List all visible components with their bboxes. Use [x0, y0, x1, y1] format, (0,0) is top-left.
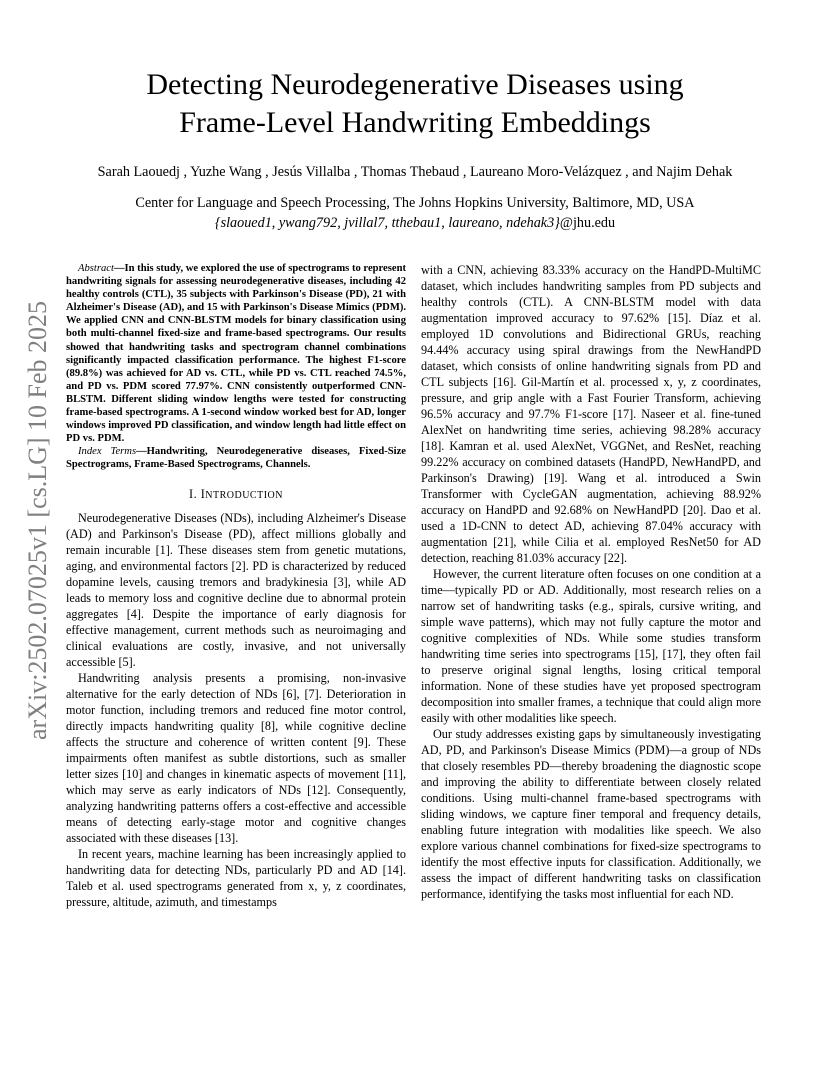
left-column	[66, 262, 406, 910]
intro-paragraph-5: Our study addresses existing gaps by simultaneously investigating AD, PD, and Parkinson's Disease Mimics (PDM)—a group of NDs that closely resembles PD—thereby broadening the diagnostic scope and improving the ability to differentiate between closely related conditions. Using multi-channel frame-based spectrograms with sliding windows, we capture finer temporal and frequency details, enabling future integration with modalities like speech. We also explore various channel combinations for fixed-size spectrograms to identify the most effective inputs for classification. Additionally, we assess the impact of different handwriting tasks on classification performance, identifying the tasks most influential for each ND.	[421, 727, 761, 901]
intro-paragraph-2: Handwriting analysis presents a promising, non-invasive alternative for the early detection of NDs [6], [7]. Deterioration in motor function, including tremors and reduced fine motor control, directly impacts handwriting quality [8], while cognitive decline affects the structure and coherence of written content [9]. These impairments often manifest as subtle distortions, such as smaller letter sizes [10] and changes in kinematic aspects of movement [11], which may serve as early indicators of NDs [12]. Consequently, analyzing handwriting patterns offers a cost-effective and accessible means of detecting early-stage motor and cognitive changes associated with these diseases [13].	[66, 670, 406, 845]
title-line-1: Detecting Neurodegenerative Diseases using	[146, 68, 684, 101]
email-line	[40, 213, 790, 233]
index-terms-label: Index Terms	[78, 446, 137, 458]
abstract-text: —In this study, we explored the use of spectrograms to represent handwriting signals for assessing neurodegenerative diseases, including 42 healthy controls (CTL), 35 subjects with Parkinson's Disease (PD), 21 with Alzheimer's Disease (AD), and 15 with Parkinson's Disease Mimics (PDM). We applied CNN and CNN-BLSTM models for binary classification using both multi-channel fixed-size and frame-based spectrograms. Our results showed that handwriting tasks and spectrogram channel combinations significantly impacted classification performance. The highest F1-score (89.8%) was achieved for AD vs. CTL, while PD vs. CTL reached 74.5%, and PD vs. PDM scored 77.97%. CNN consistently outperformed CNN-BLSTM. Different sliding window lengths were tested for constructing frame-based spectrograms. A 1-second window worked best for AD, longer windows improved PD classification, and window length had little effect on PD vs. PDM.	[66, 263, 406, 445]
right-column	[421, 262, 761, 902]
affiliation: Center for Language and Speech Processing, The Johns Hopkins University, Baltimore, MD, USA	[135, 195, 695, 211]
arxiv-stamp: arXiv:2502.07025v1 [cs.LG] 10 Feb 2025	[23, 300, 52, 740]
paper-title	[90, 66, 740, 142]
section-heading	[66, 486, 406, 504]
email-usernames: {slaoued1, ywang792, jvillal7, tthebau1, laureano, ndehak3}	[214, 215, 560, 231]
author-list: Sarah Laouedj , Yuzhe Wang , Jesús Villalba , Thomas Thebaud , Laureano Moro-Velázquez , and Najim Dehak	[97, 164, 733, 180]
title-line-2: Frame-Level Handwriting Embeddings	[179, 106, 651, 139]
section-number: I.	[189, 486, 198, 501]
abstract	[66, 262, 406, 445]
intro-paragraph-3: In recent years, machine learning has been increasingly applied to handwriting data for detecting NDs, particularly PD and AD [14]. Taleb et al. used spectrograms generated from x, y, z coordinates, pressure, altitude, azimuth, and timestamps	[66, 846, 406, 909]
section-title-rest: NTRODUCTION	[205, 489, 283, 501]
email-domain: @jhu.edu	[559, 215, 616, 231]
intro-paragraph-4: However, the current literature often focuses on one condition at a time—typically PD or AD. Additionally, most research relies on a narrow set of handwriting tasks (e.g., spirals, cursive writing, and simple wave patterns), which may not fully capture the motor and cognitive complexities of NDs. While some studies transform handwriting time series into spectrograms [15], [17], they often fail to preserve original signal lengths, losing critical temporal information. None of these studies have yet proposed spectrogram decomposition into smaller frames, a technique that could align more easily with other modalities like speech.	[421, 567, 761, 725]
abstract-label: Abstract	[78, 263, 114, 274]
affiliation-block	[40, 193, 790, 233]
intro-paragraph-1: Neurodegenerative Diseases (NDs), including Alzheimer's Disease (AD) and Parkinson's Disease (PD), affect millions globally and remain incurable [1]. These diseases stem from genetic mutations, aging, and environmental factors [2]. PD is characterized by reduced dopamine levels, causing tremors and bradykinesia [3], while AD leads to memory loss and cognitive decline due to abnormal protein aggregates [4]. Despite the importance of early diagnosis for effective management, current methods such as neuroimaging and clinical evaluations are costly, invasive, and not universally accessible [5].	[66, 510, 406, 669]
index-terms-text: —Handwriting, Neurodegenerative diseases, Fixed-Size Spectrograms, Frame-Based Spectrograms, Channels.	[66, 446, 406, 471]
intro-paragraph-3-continued: with a CNN, achieving 83.33% accuracy on the HandPD-MultiMC dataset, which includes handwriting samples from PD subjects and healthy controls (CTL). A CNN-BLSTM model with data augmentation improved accuracy to 97.62% [15]. Díaz et al. employed 1D convolutions and Bidirectional GRUs, reaching 94.44% accuracy using spiral drawings from the NewHandPD dataset, which consists of online handwriting signals from PD and CTL subjects [16]. Gil-Martín et al. processed x, y, z coordinates, pressure, and grip angle with a Fast Fourier Transform, achieving 96.5% accuracy and 97.7% F1-score [17]. Naseer et al. fine-tuned AlexNet on handwriting time series, achieving 98.28% accuracy [18]. Kamran et al. used AlexNet, VGGNet, and ResNet, reaching 99.22% accuracy on combined datasets (HandPD, NewHandPD, and Parkinson's Drawing) [19]. Wang et al. introduced a Swin Transformer with CycleGAN augmentation, achieving 88.92% accuracy on HandPD and 92.68% on NewHandPD [20]. Dao et al. used a 1D-CNN to detect AD, achieving 87.04% accuracy with augmentation [21], while Cilia et al. employed ResNet50 for AD detection, reaching 81.03% accuracy [22].	[421, 263, 761, 565]
index-terms	[66, 445, 406, 471]
section-title-first: I	[200, 486, 206, 501]
